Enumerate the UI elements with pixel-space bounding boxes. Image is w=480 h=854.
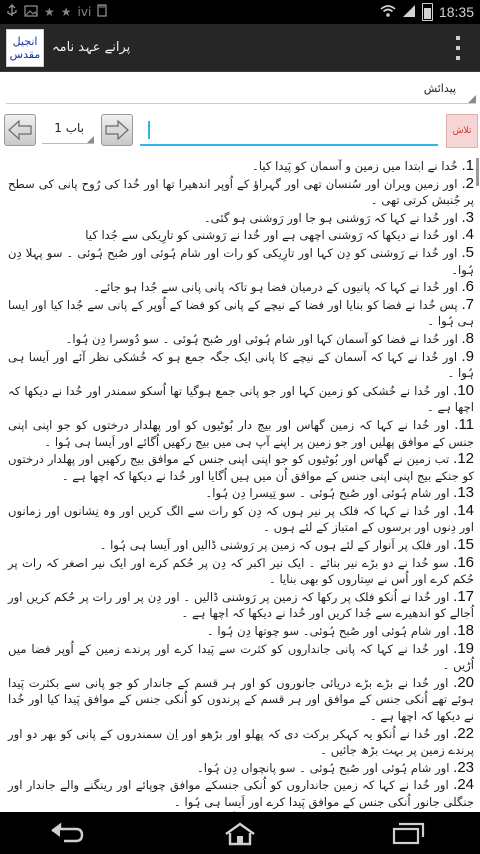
verse-number: 16. xyxy=(453,553,475,571)
dropdown-corner-icon xyxy=(468,95,476,103)
arrow-left-icon xyxy=(8,119,32,141)
logo-line1: انجیل xyxy=(12,34,38,48)
notification-icons xyxy=(6,4,107,21)
verse-number: 15. xyxy=(453,536,474,554)
action-bar xyxy=(0,24,480,72)
logo-line2: مقدس xyxy=(9,47,41,61)
verse-item[interactable] xyxy=(8,417,474,450)
image-icon xyxy=(24,5,38,20)
next-chapter-button[interactable] xyxy=(101,114,133,146)
chapter-selector[interactable] xyxy=(42,118,94,144)
recent-apps-icon[interactable] xyxy=(390,820,426,850)
verse-number: 1. xyxy=(461,157,474,174)
verse-text: اور خُدا نے اُنکو فلک پر رکھا کہ زمین پر رَوشنی ڈالیں ۔ اور دِن پر اور رات پر حُکم کریں اور اُجالے کو اندھیرے سے جُدا کریں اور خُدا نے دیکھا کہ اچھا ہے ۔ xyxy=(8,589,474,621)
clock: 18:35 xyxy=(438,4,474,20)
battery-icon xyxy=(422,3,433,21)
verse-text: اور خُدا نے کہا کہ زمین گھاس اور بیج دار بُوٹیوں کو اور پھلدار درختوں کو جو اپنی اپنی جنس کے موافق پھلیں اور جو زمین پر اپنے آپ ہی میں بیج رکھیں اُگائے اور اَیسا ہی ہُوا ۔ xyxy=(8,417,474,449)
verse-item[interactable] xyxy=(8,537,474,554)
text-cursor xyxy=(148,121,150,139)
search-input[interactable] xyxy=(140,116,438,146)
verse-number: 3. xyxy=(461,208,474,226)
verse-item[interactable] xyxy=(8,210,474,227)
app-title: پرانے عہد نامہ xyxy=(52,40,131,55)
verse-number: 7. xyxy=(461,295,475,313)
verse-item[interactable] xyxy=(8,158,474,175)
verse-text: اور خُدا نے کہا کہ پانیوں کے درمیان فضا ہو تاکہ پانی پانی سے جُدا ہو جائے۔ xyxy=(93,280,458,295)
back-icon[interactable] xyxy=(50,822,84,848)
verse-text: اور فلک پر اَنوار کے لئے ہوں کہ زمین پر رَوشنی ڈالیں اور اَیسا ہی ہُوا ۔ xyxy=(99,538,450,553)
verse-text: اور خُدا نے کہا کہ پانی جانداروں کو کثرت سے پَیدا کرے اور پرندے زمین کے اُوپر فضا میں اُڑیں ۔ xyxy=(8,641,474,673)
star-icon-2: ★ xyxy=(60,5,72,19)
verse-number: 6. xyxy=(461,278,474,296)
verse-item[interactable] xyxy=(8,726,474,759)
chapter-nav xyxy=(0,112,480,152)
verse-number: 8. xyxy=(461,329,474,347)
system-nav-bar xyxy=(0,812,480,854)
wifi-icon xyxy=(380,5,396,20)
verse-item[interactable] xyxy=(8,777,474,810)
book-selector-value: پیدائش xyxy=(423,82,456,95)
verse-number: 22. xyxy=(453,724,474,742)
verse-item[interactable] xyxy=(8,349,474,382)
verse-number: 19. xyxy=(453,639,474,657)
signal-icon xyxy=(402,4,416,21)
search-button[interactable]: تلاش xyxy=(446,114,478,148)
book-selector[interactable] xyxy=(6,80,476,104)
verse-text: خُدا نے ابتدا میں زمین و آسمان کو پَیدا کیا۔ xyxy=(252,159,458,173)
verse-text: اور زمین ویران اور سُنسان تھی اور گہراؤ کے اُوپر اندھیرا تھا اور خُدا کی رُوح پانی کی سطح پر جُنبش کرتی تھی ۔ xyxy=(8,176,474,208)
usb-icon xyxy=(6,4,18,21)
verse-number: 20. xyxy=(453,673,474,691)
verse-text: اور خُدا نے کہا کہ رَوشنی ہو جا اور رَوشنی ہو گئی۔ xyxy=(203,210,458,225)
verse-item[interactable] xyxy=(8,279,474,296)
verse-text: اور خُدا نے کہا کہ آسمان کے نیچے کا پانی ایک جگہ جمع ہو کہ خُشکی نظر آئے اور اَیسا ہی ہُوا ۔ xyxy=(8,349,474,381)
verse-number: 4. xyxy=(461,226,474,244)
verse-text: اور خُدا نے کہا کہ زمین جانداروں کو اُنکی جنسکے موافق چوپائے اور رینگنے والے جاندار اور جنگلی جانور اُنکی جنس کے موافق پَیدا کرے اور اَیسا ہی ہُوا ۔ xyxy=(8,778,474,809)
verse-item[interactable] xyxy=(8,176,474,209)
verse-text: اور خُدا نے خُشکی کو زمین کہا اور جو پانی جمع ہوگیا تھا اُسکو سمندر اور خُدا نے دیکھا کہ اچھا ہے ۔ xyxy=(8,383,474,415)
verse-item[interactable] xyxy=(8,675,474,725)
scrollbar[interactable] xyxy=(476,158,479,186)
home-icon[interactable] xyxy=(222,822,258,850)
previous-chapter-button[interactable] xyxy=(4,114,36,146)
verse-number: 24. xyxy=(453,776,474,794)
verse-item[interactable] xyxy=(8,245,474,278)
verse-number: 17. xyxy=(453,587,474,605)
verse-number: 10. xyxy=(453,381,474,399)
star-icon: ★ xyxy=(44,5,55,19)
verse-number: 2. xyxy=(461,174,474,192)
verse-item[interactable] xyxy=(8,227,474,244)
verse-number: 13. xyxy=(453,484,474,502)
verse-text: اور خُدا نے اُنکو یہ کہکر برکت دی کہ پھلو اور بڑھو اور اِن سمندروں کے پانی کو بھر دو اور پرندے زمین پر بہت بڑھ جائیں ۔ xyxy=(8,726,474,758)
verse-item[interactable] xyxy=(8,760,474,777)
verse-list[interactable] xyxy=(8,158,474,808)
verse-item[interactable] xyxy=(8,297,474,330)
verse-item[interactable] xyxy=(8,451,474,484)
verse-number: 14. xyxy=(453,501,474,519)
verse-text: اور شام ہُوئی اور صُبح ہُوئی ۔ سو پانچواں دِن ہُوا۔ xyxy=(197,760,450,775)
verse-number: 18. xyxy=(453,622,474,640)
verse-text: اور شام ہُوئی اور صُبح ہُوئی ۔ سو تِیسرا دِن ہُوا۔ xyxy=(205,486,450,501)
verse-number: 9. xyxy=(461,347,475,365)
network-label: ivi xyxy=(77,5,92,19)
verse-item[interactable] xyxy=(8,383,474,416)
verse-item[interactable] xyxy=(8,485,474,502)
verse-number: 23. xyxy=(453,758,474,776)
app-logo[interactable] xyxy=(6,29,44,67)
verse-item[interactable] xyxy=(8,555,474,588)
arrow-right-icon xyxy=(105,119,129,141)
verse-text: اور خُدا نے فضا کو آسمان کہا اور شام ہُوئی اور صُبح ہُوئی ۔ سو دُوسرا دِن ہُوا۔ xyxy=(65,331,458,346)
chapter-selector-value: باب 1 xyxy=(54,121,84,135)
status-bar xyxy=(0,0,480,24)
storage-icon xyxy=(97,4,107,20)
verse-item[interactable] xyxy=(8,331,474,348)
verse-item[interactable] xyxy=(8,641,474,674)
verse-item[interactable] xyxy=(8,623,474,640)
verse-number: 5. xyxy=(461,243,474,261)
verse-item[interactable] xyxy=(8,589,474,622)
verse-text: سو خُدا نے دو بڑے نیر بنائے ۔ ایک نیر اکبر کہ دِن پر حُکم کرے اور ایک نیر اصغر کہ رات پر حُکم کرے اور اُس نے سِتاروں کو بھی بنایا ۔ xyxy=(8,555,474,587)
verse-item[interactable] xyxy=(8,503,474,536)
verse-text: اور خُدا نے کہا کہ فلک پر نیر ہوں کہ دِن کو رات سے الگ کریں اور وہ نِشانوں اور زمانوں اور دِنوں اور برسوں کے امتیاز کے لئے ہوں ۔ xyxy=(8,503,474,535)
verse-text: تب زمین نے گھاس اور بُوٹیوں کو جو اپنی اپنی جنس کے موافق بیج رکھیں اور پھلدار درختوں کو جنکے بیج اپنی اپنی جنس کے موافق اُن میں ہیں اُگایا اور خُدا نے دیکھا کہ اچھا ہے ۔ xyxy=(8,452,474,483)
verse-number: 11. xyxy=(454,415,475,433)
verse-text: اور خُدا نے بڑے بڑے دریائی جانوروں کو اور ہر قسم کے جاندار کو جو پانی سے بکثرت پَیدا ہوئے تھے اُنکی جنس کے موافق اور ہر قسم کے پرندوں کو اُنکی جنس کے موافق پَیدا کیا اور خُدا نے دیکھا کہ اچھا ہے ۔ xyxy=(8,675,474,723)
dropdown-corner-icon xyxy=(87,136,94,143)
verse-number: 12. xyxy=(453,450,474,468)
verse-text: پس خُدا نے فضا کو بنایا اور فضا کے نیچے کے پانی کو فضا کے اُوپر کے پانی سے جُدا کیا اور ایسا ہی ہُوا ۔ xyxy=(8,297,474,329)
verse-text: اور خُدا نے رَوشنی کو دِن کہا اور تارِیکی کو رات اور شام ہُوئی اور صُبح ہُوئی ۔ سو پہلا دِن ہُوا۔ xyxy=(8,245,474,277)
verse-text: اور خُدا نے دیکھا کہ رَوشنی اچھی ہے اور خُدا نے رَوشنی کو تارِیکی سے جُدا کیا xyxy=(85,228,458,243)
verse-text: اور شام ہُوئی اور صُبح ہُوئی۔ سو چوتھا دِن ہُوا ۔ xyxy=(206,624,450,639)
overflow-menu-icon[interactable] xyxy=(456,36,462,60)
